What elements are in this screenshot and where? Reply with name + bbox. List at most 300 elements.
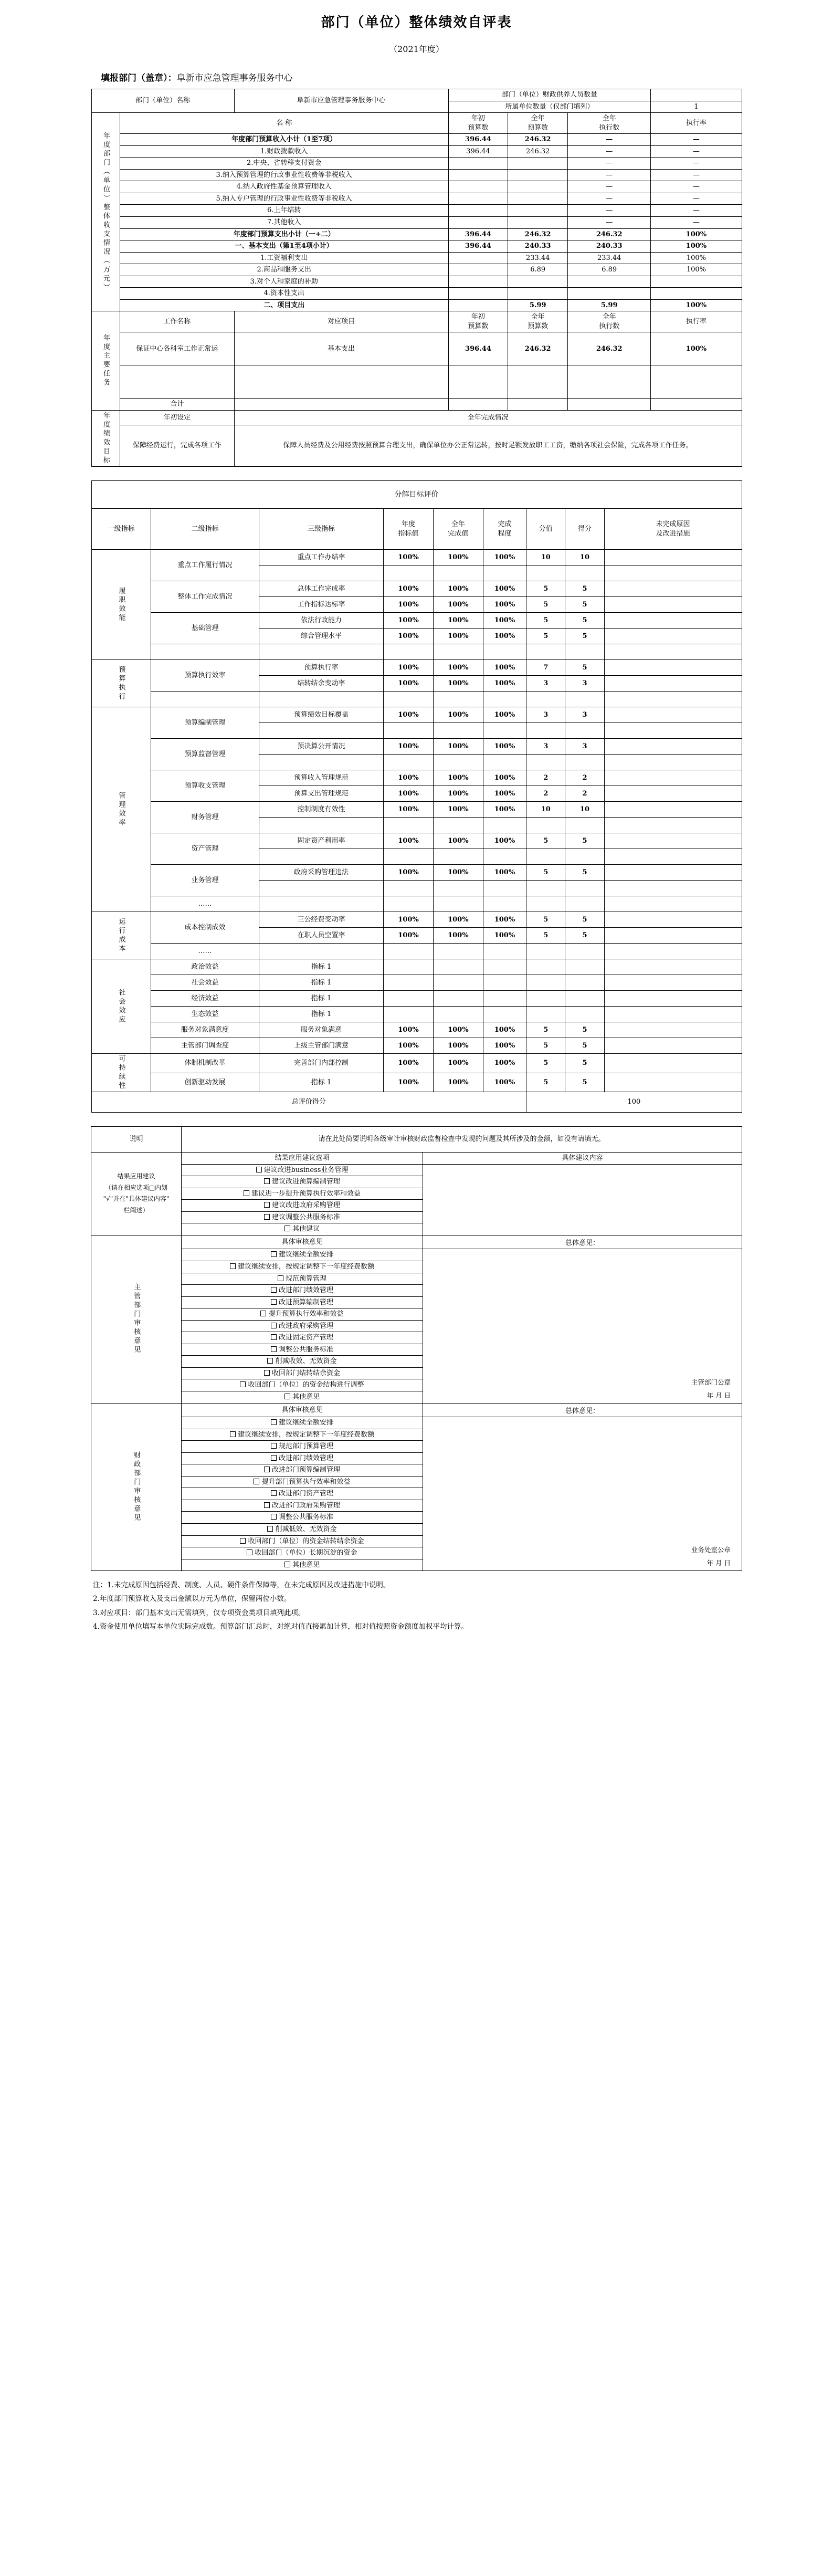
indicator-target [384, 644, 434, 660]
col-header-score: 分值 [526, 509, 565, 550]
indicator-level1: 运行成本 [91, 912, 151, 959]
table-row [91, 288, 742, 300]
supervisor-option-10[interactable]: 收回部门结转结余资金 [181, 1367, 423, 1379]
indicator-done: 100% [433, 786, 483, 802]
checkbox-icon[interactable] [264, 1370, 270, 1376]
table-row [91, 1164, 742, 1176]
checkbox-icon[interactable] [230, 1263, 236, 1269]
table-row [91, 739, 742, 755]
finance-option-8[interactable]: 调整公共服务标准 [181, 1512, 423, 1524]
finance-option-1[interactable]: 建议继续安排，按规定调整下一年度经费数额 [181, 1429, 423, 1441]
indicator-got: 5 [565, 928, 604, 944]
table-row [91, 1153, 742, 1165]
dept-name-value: 阜新市应急管理事务服务中心 [234, 89, 448, 113]
indicator-degree: 100% [483, 739, 526, 755]
budget-begin-budget [448, 276, 508, 288]
indicator-level2: 成本控制成效 [151, 912, 259, 944]
supervisor-option-7[interactable]: 改进固定资产管理 [181, 1332, 423, 1344]
table-row [91, 425, 742, 467]
finance-option-7[interactable]: 改进部门政府采购管理 [181, 1500, 423, 1512]
budget-year-budget [508, 205, 568, 217]
indicator-got [565, 881, 604, 896]
finance-option-5[interactable]: 提升部门预算执行效率和效益 [181, 1476, 423, 1488]
budget-year-exec [568, 288, 651, 300]
table-row [91, 1417, 742, 1429]
page-title: 部门（单位）整体绩效自评表 [321, 15, 512, 30]
indicator-reason [604, 1038, 742, 1054]
budget-year-budget [508, 276, 568, 288]
indicator-degree [483, 975, 526, 991]
col-header-work-name: 工作名称 [120, 311, 234, 332]
budget-row-name: 2.商品和服务支出 [120, 264, 448, 276]
supervisor-option-2[interactable]: 规范预算管理 [181, 1273, 423, 1285]
budget-exec-rate: 100% [651, 228, 742, 240]
indicator-done: 100% [433, 1038, 483, 1054]
indicator-got [565, 818, 604, 833]
indicator-got: 5 [565, 912, 604, 928]
indicator-done [433, 896, 483, 912]
tasks-section-label: 年度主要任务 [91, 311, 120, 411]
checkbox-icon[interactable] [240, 1381, 246, 1387]
checkbox-icon[interactable] [271, 1334, 277, 1340]
indicator-done: 100% [433, 597, 483, 613]
budget-exec-rate: — [651, 181, 742, 193]
indicator-score: 5 [526, 928, 565, 944]
finance-option-6[interactable]: 改进部门资产管理 [181, 1488, 423, 1500]
budget-row-name: 二、项目支出 [120, 299, 448, 311]
finance-option-10[interactable]: 收回部门（单位）的资金结转结余资金 [181, 1535, 423, 1547]
indicator-level3: 控制制度有效性 [259, 802, 384, 818]
indicator-reason [604, 959, 742, 975]
indicator-level2: 预算监督管理 [151, 739, 259, 770]
indicator-degree: 100% [483, 613, 526, 629]
checkbox-icon[interactable] [254, 1479, 259, 1484]
table-row [91, 944, 742, 959]
budget-year-exec [568, 276, 651, 288]
table-row [91, 975, 742, 991]
indicator-score: 3 [526, 739, 565, 755]
indicator-reason [604, 676, 742, 692]
indicator-level3: 预算支出管理规范 [259, 786, 384, 802]
col-header-begin-budget: 年初 预算数 [448, 113, 508, 134]
indicator-target: 100% [384, 707, 434, 723]
budget-year-budget [508, 181, 568, 193]
footnote-0: 注：1.未完成原因包括经费、制度、人员、硬件条件保障等，在未完成原因及改进措施中说明。 [93, 1581, 391, 1590]
table-row [91, 145, 742, 158]
indicator-target: 100% [384, 1022, 434, 1038]
finance-option-12[interactable]: 其他意见 [181, 1559, 423, 1571]
indicator-score [526, 723, 565, 739]
budget-begin-budget [448, 217, 508, 229]
checkbox-icon[interactable] [230, 1431, 236, 1437]
indicator-score [526, 566, 565, 581]
finance-overall-value [423, 1417, 742, 1571]
supervisor-option-3[interactable]: 改进部门绩效管理 [181, 1285, 423, 1297]
indicator-target [384, 896, 434, 912]
indicator-degree [483, 959, 526, 975]
task-exec-rate [651, 365, 742, 399]
budget-begin-budget: 396.44 [448, 228, 508, 240]
table-row [91, 228, 742, 240]
finance-option-11[interactable]: 收回部门（单位）长期沉淀的资金 [181, 1547, 423, 1559]
task-year-budget: 246.32 [508, 332, 568, 365]
indicator-target: 100% [384, 1054, 434, 1073]
indicator-reason [604, 613, 742, 629]
indicator-level3: 依法行政能力 [259, 613, 384, 629]
budget-year-exec: — [568, 145, 651, 158]
indicator-reason [604, 975, 742, 991]
indicator-level2: 整体工作完成情况 [151, 581, 259, 613]
budget-begin-budget [448, 264, 508, 276]
checkbox-icon[interactable] [284, 1562, 290, 1567]
indicator-reason [604, 566, 742, 581]
evaluation-total-label: 总评价得分 [91, 1092, 526, 1113]
indicator-reason [604, 707, 742, 723]
budget-year-exec: 240.33 [568, 240, 651, 253]
budget-year-exec: 233.44 [568, 252, 651, 264]
staff-count-value [651, 89, 742, 101]
col-header-year-exec: 全年 执行数 [568, 113, 651, 134]
indicator-target: 100% [384, 786, 434, 802]
indicator-done: 100% [433, 802, 483, 818]
checkbox-icon[interactable] [267, 1358, 273, 1364]
indicator-got: 3 [565, 739, 604, 755]
table-row [91, 1022, 742, 1038]
indicator-level3: 三公经费变动率 [259, 912, 384, 928]
table-row [91, 550, 742, 566]
indicator-done: 100% [433, 613, 483, 629]
indicator-got: 5 [565, 865, 604, 881]
footnote-1: 2.年度部门预算收入及支出金额以万元为单位，保留两位小数。 [93, 1595, 291, 1604]
table-row [91, 411, 742, 425]
budget-year-exec: — [568, 193, 651, 205]
indicator-level3: 指标 1 [259, 1007, 384, 1022]
indicator-done: 100% [433, 550, 483, 566]
result-option-5[interactable]: 其他建议 [181, 1223, 423, 1235]
indicator-degree [483, 566, 526, 581]
indicator-got [565, 723, 604, 739]
budget-year-budget [508, 169, 568, 181]
finance-option-0[interactable]: 建议继续全额安排 [181, 1417, 423, 1429]
checkbox-icon[interactable] [264, 1202, 270, 1208]
table-row [91, 1054, 742, 1073]
supervisor-option-4[interactable]: 改进预算编制管理 [181, 1296, 423, 1308]
indicator-reason [604, 802, 742, 818]
budget-year-budget: 233.44 [508, 252, 568, 264]
supervisor-option-8[interactable]: 调整公共服务标准 [181, 1344, 423, 1356]
checkbox-icon[interactable] [244, 1190, 249, 1196]
table-row [91, 113, 742, 134]
checkbox-icon[interactable] [271, 1455, 277, 1461]
checkbox-icon[interactable] [260, 1311, 266, 1316]
page-subtitle: （2021年度） [389, 44, 444, 54]
indicator-score: 5 [526, 629, 565, 644]
result-option-1[interactable]: 建议改进预算编制管理 [181, 1176, 423, 1188]
result-option-2[interactable]: 建议进一步提升预算执行效率和效益 [181, 1188, 423, 1200]
indicator-level3 [259, 896, 384, 912]
budget-table [91, 89, 742, 467]
budget-begin-budget [448, 205, 508, 217]
indicator-degree [483, 944, 526, 959]
budget-row-name: 2.中央、省转移支付资金 [120, 158, 448, 170]
indicator-level3: 固定资产利用率 [259, 833, 384, 849]
table-row [91, 802, 742, 818]
indicator-level2: 经济效益 [151, 991, 259, 1007]
task-year-exec [568, 365, 651, 399]
indicator-degree [483, 849, 526, 865]
indicator-level1: 履职效能 [91, 550, 151, 660]
budget-year-exec: — [568, 205, 651, 217]
indicator-degree: 100% [483, 660, 526, 676]
budget-begin-budget [448, 252, 508, 264]
table-row [91, 158, 742, 170]
tasks-total-label: 合计 [120, 399, 234, 411]
checkbox-icon[interactable] [267, 1526, 273, 1532]
budget-begin-budget [448, 299, 508, 311]
checkbox-icon[interactable] [247, 1549, 252, 1555]
task-exec-rate: 100% [651, 332, 742, 365]
checkbox-icon[interactable] [264, 1467, 270, 1472]
budget-year-exec: 5.99 [568, 299, 651, 311]
indicator-reason [604, 833, 742, 849]
indicator-level3: 完善部门内部控制 [259, 1054, 384, 1073]
indicator-done: 100% [433, 1054, 483, 1073]
table-row [91, 865, 742, 881]
indicator-level2 [151, 692, 259, 707]
budget-exec-rate [651, 276, 742, 288]
indicator-done: 100% [433, 1022, 483, 1038]
indicator-level2: 业务管理 [151, 865, 259, 896]
budget-year-budget [508, 158, 568, 170]
goals-set-value: 保障经费运行，完成各项工作 [120, 425, 234, 467]
checkbox-icon[interactable] [264, 1502, 270, 1508]
table-row [91, 311, 742, 332]
checkbox-icon[interactable] [284, 1394, 290, 1399]
checkbox-icon[interactable] [271, 1346, 277, 1352]
budget-exec-rate: — [651, 134, 742, 146]
budget-exec-rate: 100% [651, 264, 742, 276]
result-option-4[interactable]: 建议调整公共服务标准 [181, 1211, 423, 1223]
supervisor-option-5[interactable]: 提升预算执行效率和效益 [181, 1308, 423, 1321]
indicator-degree [483, 881, 526, 896]
indicator-score: 5 [526, 581, 565, 597]
indicator-level3 [259, 849, 384, 865]
checkbox-icon[interactable] [264, 1214, 270, 1220]
tasks-total-c4 [651, 399, 742, 411]
tasks-total-project [234, 399, 448, 411]
indicator-level3: 总体工作完成率 [259, 581, 384, 597]
indicator-reason [604, 912, 742, 928]
col-header-exec-rate: 执行率 [651, 113, 742, 134]
supervisor-option-12[interactable]: 其他意见 [181, 1391, 423, 1403]
col-header-got: 得分 [565, 509, 604, 550]
budget-begin-budget [448, 158, 508, 170]
indicator-target: 100% [384, 802, 434, 818]
supervisor-option-11[interactable]: 收回部门（单位）的资金结构进行调整 [181, 1379, 423, 1391]
checkbox-icon[interactable] [284, 1226, 290, 1231]
finance-option-2[interactable]: 规范部门预算管理 [181, 1441, 423, 1453]
indicator-level3: 上级主管部门满意 [259, 1038, 384, 1054]
task-begin-budget: 396.44 [448, 332, 508, 365]
indicator-score [526, 881, 565, 896]
dept-name-label: 部门（单位）名称 [91, 89, 234, 113]
task-year-exec: 246.32 [568, 332, 651, 365]
col-header-task-year-budget: 全年 预算数 [508, 311, 568, 332]
checkbox-icon[interactable] [271, 1287, 277, 1293]
indicator-level2: 预算执行效率 [151, 660, 259, 692]
tasks-total-c3 [568, 399, 651, 411]
result-option-0[interactable]: 建议改进business业务管理 [181, 1164, 423, 1176]
checkbox-icon[interactable] [271, 1490, 277, 1496]
indicator-got [565, 644, 604, 660]
indicator-level3: 服务对象满意 [259, 1022, 384, 1038]
filer-line [0, 55, 833, 89]
indicator-got: 5 [565, 1038, 604, 1054]
indicator-level1: 社会效应 [91, 959, 151, 1054]
indicator-reason [604, 865, 742, 881]
indicator-level2: 重点工作履行情况 [151, 550, 259, 581]
budget-exec-rate: 100% [651, 240, 742, 253]
budget-exec-rate: 100% [651, 252, 742, 264]
indicator-level3: 重点工作办结率 [259, 550, 384, 566]
indicator-score: 5 [526, 912, 565, 928]
indicator-got: 5 [565, 833, 604, 849]
indicator-got [565, 755, 604, 770]
result-suggestion-label: 结果应用建议 （请在相应选项□内划 "√"并在"具体建议内容" 栏阐述） [91, 1153, 181, 1235]
indicator-degree: 100% [483, 786, 526, 802]
indicator-done: 100% [433, 629, 483, 644]
table-row [91, 896, 742, 912]
indicator-score: 5 [526, 833, 565, 849]
checkbox-icon[interactable] [271, 1419, 277, 1425]
checkbox-icon[interactable] [256, 1167, 262, 1172]
indicator-degree: 100% [483, 1038, 526, 1054]
indicator-target [384, 975, 434, 991]
checkbox-icon[interactable] [271, 1251, 277, 1257]
indicator-score [526, 991, 565, 1007]
indicator-degree: 100% [483, 1022, 526, 1038]
indicator-got: 3 [565, 676, 604, 692]
indicator-level3: 指标 1 [259, 991, 384, 1007]
result-option-3[interactable]: 建议改进政府采购管理 [181, 1200, 423, 1212]
checkbox-icon[interactable] [240, 1538, 246, 1544]
indicator-level2: 创新驱动发展 [151, 1073, 259, 1092]
indicator-degree [483, 723, 526, 739]
indicator-degree: 100% [483, 770, 526, 786]
indicator-done [433, 991, 483, 1007]
checkbox-icon[interactable] [278, 1275, 283, 1281]
checkbox-icon[interactable] [271, 1443, 277, 1449]
indicator-degree: 100% [483, 1054, 526, 1073]
indicator-level3: 预算执行率 [259, 660, 384, 676]
table-row [91, 1007, 742, 1022]
indicator-done [433, 1007, 483, 1022]
table-row [91, 276, 742, 288]
indicator-got [565, 566, 604, 581]
task-begin-budget [448, 365, 508, 399]
table-row [91, 399, 742, 411]
col-header-task-exec-rate: 执行率 [651, 311, 742, 332]
finance-option-9[interactable]: 削减低效、无效资金 [181, 1523, 423, 1535]
filer-value: 阜新市应急管理事务服务中心 [176, 73, 293, 83]
supervisor-option-9[interactable]: 削减收效、无效资金 [181, 1356, 423, 1368]
indicator-level3: 指标 1 [259, 975, 384, 991]
evaluation-table [91, 480, 742, 1113]
indicator-target: 100% [384, 833, 434, 849]
indicator-reason [604, 581, 742, 597]
budget-exec-rate: — [651, 205, 742, 217]
indicator-degree: 100% [483, 550, 526, 566]
checkbox-icon[interactable] [264, 1178, 270, 1184]
supervisor-option-0[interactable]: 建议继续全额安排 [181, 1249, 423, 1261]
indicator-got [565, 991, 604, 1007]
budget-exec-rate: — [651, 169, 742, 181]
budget-year-exec: — [568, 169, 651, 181]
indicator-reason [604, 1054, 742, 1073]
table-row [91, 1038, 742, 1054]
task-name: 保证中心各科室工作正常运 [120, 332, 234, 365]
finance-option-4[interactable]: 改进部门预算编制管理 [181, 1464, 423, 1477]
evaluation-total-value: 100 [526, 1092, 742, 1113]
checkbox-icon[interactable] [271, 1299, 277, 1305]
finance-options-header: 具体审核意见 [181, 1403, 423, 1417]
indicator-reason [604, 770, 742, 786]
indicator-level3: 综合管理水平 [259, 629, 384, 644]
indicator-degree [483, 991, 526, 1007]
indicator-reason [604, 896, 742, 912]
indicator-score: 10 [526, 802, 565, 818]
indicator-score: 2 [526, 786, 565, 802]
checkbox-icon[interactable] [271, 1323, 277, 1328]
indicator-target [384, 1007, 434, 1022]
indicator-level3 [259, 644, 384, 660]
indicator-level2: 预算收支管理 [151, 770, 259, 802]
indicator-reason [604, 629, 742, 644]
budget-exec-rate: — [651, 193, 742, 205]
supervisor-stamp: 主管部门公章 [691, 1378, 731, 1386]
footnotes [0, 1571, 833, 1649]
indicator-reason [604, 818, 742, 833]
finance-option-3[interactable]: 改进部门绩效管理 [181, 1452, 423, 1464]
indicator-score: 5 [526, 1054, 565, 1073]
indicator-done: 100% [433, 770, 483, 786]
indicator-done [433, 881, 483, 896]
indicator-level1: 可持续性 [91, 1054, 151, 1092]
finance-overall-header: 总体意见： [423, 1403, 742, 1417]
indicator-reason [604, 1007, 742, 1022]
supervisor-option-1[interactable]: 建议继续安排，按规定调整下一年度经费数额 [181, 1261, 423, 1273]
indicator-reason [604, 928, 742, 944]
indicator-level2: 体制机制改革 [151, 1054, 259, 1073]
table-row [91, 660, 742, 676]
indicator-reason [604, 944, 742, 959]
col-header-reason: 未完成原因 及改进措施 [604, 509, 742, 550]
supervisor-option-6[interactable]: 改进政府采购管理 [181, 1320, 423, 1332]
indicator-done: 100% [433, 676, 483, 692]
indicator-done [433, 644, 483, 660]
evaluation-title: 分解目标评价 [91, 481, 742, 509]
table-row [91, 833, 742, 849]
indicator-reason [604, 755, 742, 770]
indicator-score: 3 [526, 707, 565, 723]
table-row [91, 1073, 742, 1092]
budget-begin-budget [448, 288, 508, 300]
indicator-target: 100% [384, 928, 434, 944]
indicator-got [565, 975, 604, 991]
indicator-level2: 生态效益 [151, 1007, 259, 1022]
checkbox-icon[interactable] [271, 1514, 277, 1520]
col-header-task-begin-budget: 年初 预算数 [448, 311, 508, 332]
